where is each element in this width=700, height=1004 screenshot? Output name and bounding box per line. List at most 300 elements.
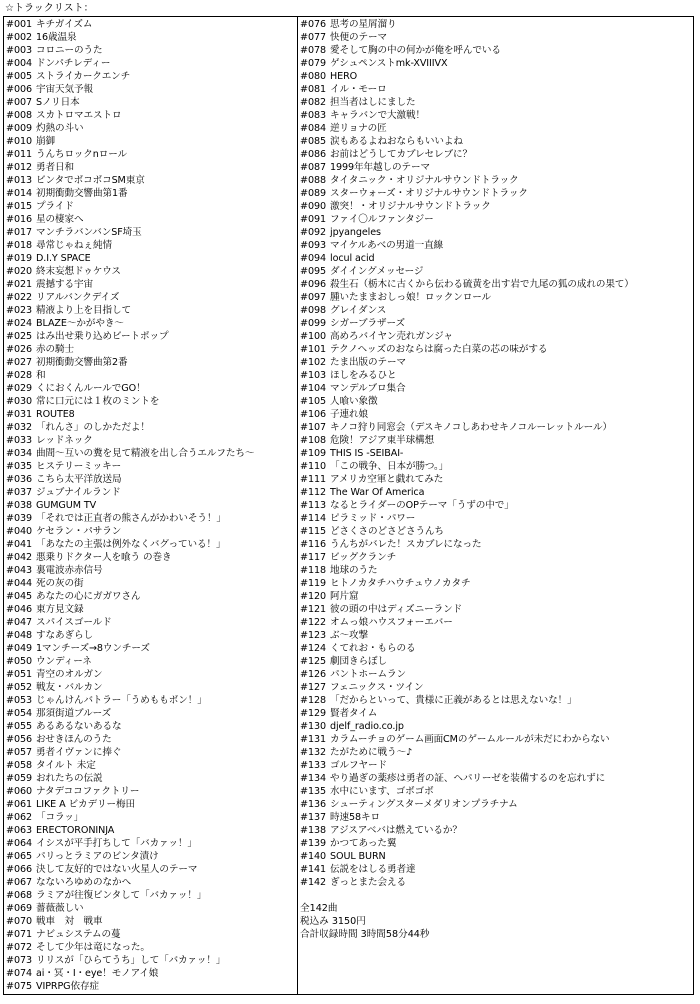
track-number: #066 [6,864,32,875]
track-number: #039 [6,513,32,524]
track-title: キャラバンで大激戦！ [330,110,425,121]
track-number: #017 [6,227,32,238]
track-title: イル・モーロ [330,84,387,95]
track-title: ai・冥・I・eye！モノアイ娘 [36,968,159,979]
track-number: #001 [6,19,32,30]
track-title: 「あなたの主張は例外なくバグっている！」 [36,539,226,550]
track-number: #127 [300,682,326,693]
track-row [4,590,297,603]
track-number: #084 [300,123,326,134]
track-title: 阿片窟 [330,591,359,602]
track-title: 快便のテーマ [330,32,387,43]
track-row [4,733,297,746]
track-number: #114 [300,513,326,524]
track-number: #082 [300,97,326,108]
track-title: 曲間～互いの糞を見て精液を出し合うエルフたち～ [36,448,255,459]
track-row [4,759,297,772]
track-row [4,707,297,720]
track-title: テクノヘッズのおならは腐った白菜の芯の味がする [330,344,548,355]
track-number: #035 [6,461,32,472]
track-row [298,317,693,330]
track-number: #020 [6,266,32,277]
track-row [4,889,297,902]
track-row [4,239,297,252]
track-number: #115 [300,526,326,537]
track-number: #131 [300,734,326,745]
track-row [4,148,297,161]
track-title: ERECTORONINJA [36,825,115,836]
track-title: タイルト 未定 [36,760,96,771]
track-row [4,785,297,798]
track-number: #030 [6,396,32,407]
track-title: 死の灰の街 [36,578,84,589]
track-title: 精液より上を目指して [36,305,131,316]
track-number: #117 [300,552,326,563]
track-row [298,642,693,655]
track-title: こちら太平洋放送局 [36,474,122,485]
track-title: ぎっとまた会える [330,877,406,888]
track-title: ファイ〇ルファンタジー [330,214,434,225]
track-title: 宇宙天気予報 [36,84,93,95]
track-number: #008 [6,110,32,121]
track-number: #037 [6,487,32,498]
track-row [298,200,693,213]
track-title: イシスが平手打ちして「バカァッ！」 [36,838,197,849]
track-row [4,161,297,174]
track-title: ビッグクランチ [330,552,397,563]
track-number: #090 [300,201,326,212]
track-row [298,850,693,863]
track-row [298,382,693,395]
track-title: 悪乗りドクター人を喰う の巻き [36,552,172,563]
track-title: 16歳温泉 [36,32,77,43]
track-title: パントホームラン [330,669,406,680]
track-row [298,681,693,694]
track-number: #010 [6,136,32,147]
track-number: #124 [300,643,326,654]
track-row [298,616,693,629]
track-title: プライド [36,201,74,212]
track-title: THIS IS -SEIBAI- [330,448,404,459]
track-row [298,226,693,239]
track-number: #063 [6,825,32,836]
track-number: #060 [6,786,32,797]
track-row [4,291,297,304]
track-row [4,278,297,291]
track-number: #113 [300,500,326,511]
track-number: #075 [6,981,32,992]
track-row [298,824,693,837]
track-title: キノコ狩り同窓会（デスキノコしあわせキノコルーレットルール） [330,422,612,433]
total-tracks: 全142曲 [300,903,338,914]
track-number: #004 [6,58,32,69]
track-title: リリスが「ひらてうち」して「バカァッ！」 [36,955,226,966]
track-number: #070 [6,916,32,927]
track-row [4,265,297,278]
track-number: #122 [300,617,326,628]
track-number: #052 [6,682,32,693]
track-title: 戦友・バルカン [36,682,103,693]
track-number: #092 [300,227,326,238]
track-row [298,83,693,96]
track-title: 1マンチーズ→8ウンチーズ [36,643,150,654]
track-title: お前はどうしてカブレセレブに？ [330,149,473,160]
track-row [298,447,693,460]
track-row [4,811,297,824]
track-row [4,577,297,590]
track-number: #098 [300,305,326,316]
track-number: #108 [300,435,326,446]
track-row [298,590,693,603]
track-row [4,928,297,941]
track-title: 薔薇薇しい [36,903,84,914]
track-row [298,252,693,265]
track-number: #093 [300,240,326,251]
track-title: 決して友好的ではない火星人のテーマ [36,864,198,875]
track-title: 腫いたままおしっ娘！ロックンロール [330,292,492,303]
track-number: #068 [6,890,32,901]
track-number: #032 [6,422,32,433]
track-title: 青空のオルガン [36,669,103,680]
track-row [298,96,693,109]
track-title: djelf_radio.co.jp [330,721,404,732]
track-title: 時速58キロ [330,812,380,823]
track-title: 担当者はしにました [330,97,416,108]
track-title: ダイイングメッセージ [330,266,424,277]
track-title: 終末妄想ドゥケウス [36,266,121,277]
track-number: #074 [6,968,32,979]
track-number: #056 [6,734,32,745]
track-title: アメリカ空軍と戯れてみた [330,474,444,485]
track-row [4,824,297,837]
track-row [298,603,693,616]
track-row [4,603,297,616]
track-number: #104 [300,383,326,394]
track-title: タイタニック・オリジナルサウンドトラック [330,175,519,186]
track-title: アジスアベバは燃えているか？ [330,825,462,836]
track-row [4,135,297,148]
track-row [4,551,297,564]
track-number: #123 [300,630,326,641]
track-row [298,746,693,759]
track-number: #079 [300,58,326,69]
track-row [298,733,693,746]
price: 税込み 3150円 [300,916,366,927]
track-row [4,746,297,759]
track-number: #076 [300,19,326,30]
track-row [4,538,297,551]
track-row [4,96,297,109]
track-row [4,57,297,70]
track-number: #107 [300,422,326,433]
track-row [4,694,297,707]
track-number: #134 [300,773,326,784]
track-row [298,356,693,369]
track-number: #042 [6,552,32,563]
track-number: #045 [6,591,32,602]
track-row [4,460,297,473]
track-number: #100 [300,331,326,342]
track-title: 激突！・オリジナルサウンドトラック [330,201,491,212]
track-number: #009 [6,123,32,134]
track-title: うんちロックnロール [36,149,128,160]
track-title: ほしをみるひと [330,370,397,381]
track-title: ナタデココファクトリー [36,786,140,797]
track-title: ウンディーネ [36,656,92,667]
track-number: #137 [300,812,326,823]
tracklist-table [3,16,694,995]
track-number: #016 [6,214,32,225]
track-row [298,135,693,148]
track-row [4,83,297,96]
track-number: #125 [300,656,326,667]
track-row [4,954,297,967]
track-row [4,564,297,577]
track-number: #065 [6,851,32,862]
track-title: locul acid [330,253,375,264]
track-title: くてれお・もらのる [330,643,416,654]
page-title: ☆トラックリスト： [5,3,94,14]
track-title: ビンタでボコボコSM東京 [36,175,145,186]
track-row [298,499,693,512]
track-number: #085 [300,136,326,147]
track-row [4,31,297,44]
track-row [298,291,693,304]
track-row [298,525,693,538]
track-row [4,18,297,31]
track-number: #059 [6,773,32,784]
track-row [298,213,693,226]
track-number: #026 [6,344,32,355]
track-number: #138 [300,825,326,836]
track-row [4,434,297,447]
track-number: #139 [300,838,326,849]
track-title: HERO [330,71,358,82]
track-number: #111 [300,474,326,485]
track-title: 1999年年越しのテーマ [330,162,430,173]
track-title: なないろゆめのなかへ [36,877,131,888]
track-row [298,707,693,720]
track-row [298,174,693,187]
track-title: VIPRPG依存症 [36,981,99,992]
track-number: #073 [6,955,32,966]
track-row [298,161,693,174]
total-time: 合計収録時間 3時間58分44秒 [300,929,430,940]
track-title: ぶ～攻撃 [330,630,368,641]
track-row [4,70,297,83]
track-number: #126 [300,669,326,680]
track-number: #132 [300,747,326,758]
track-row [4,421,297,434]
track-title: 初期衝動交響曲第2番 [36,357,128,368]
track-row [4,642,297,655]
track-number: #078 [300,45,326,56]
track-row [298,811,693,824]
track-number: #116 [300,539,326,550]
track-title: 和 [36,370,46,381]
track-title: 灼熱の斗い [36,123,84,134]
track-number: #102 [300,357,326,368]
track-title: 「コラッ」 [36,812,84,823]
track-row [298,837,693,850]
track-row [298,538,693,551]
track-title: はみ出せ乗り込めビートポップ [36,331,169,342]
track-title: 勇者日和 [36,162,74,173]
track-title: ストライカークエンチ [36,71,131,82]
track-title: オムっ娘ハウスフォーエバー [330,617,453,628]
summary-spacer [298,889,693,902]
track-title: GUMGUM TV [36,500,97,511]
track-title: 危険！アジア東半球構想 [330,435,435,446]
track-row [4,980,297,993]
track-number: #046 [6,604,32,615]
track-row [298,720,693,733]
track-number: #024 [6,318,32,329]
track-title: グレイダンス [330,305,387,316]
track-title: 伝説をはしる勇者達 [330,864,416,875]
track-title: 思考の星屑溜り [330,19,397,30]
track-number: #120 [300,591,326,602]
track-title: マンデルブロ集合 [330,383,406,394]
track-row [4,655,297,668]
track-title: ナビュシステムの蔓 [36,929,121,940]
track-title: スカトロマエストロ [36,110,122,121]
track-title: 「れんさ」のしかただよ！ [36,422,150,433]
track-title: The War Of America [330,487,425,498]
track-row [298,369,693,382]
track-number: #109 [300,448,326,459]
track-title: どさくさのどさどさうんち [330,526,444,537]
track-title: ドンパチレディー [36,58,111,69]
track-number: #048 [6,630,32,641]
track-title: 子連れ娘 [330,409,368,420]
track-row [4,122,297,135]
track-row [4,629,297,642]
track-row [298,694,693,707]
track-title: ジュブナイルランド [36,487,121,498]
track-title: くにおくんルールでGO！ [36,383,146,394]
track-title: 初期衝動交響曲第1番 [36,188,128,199]
track-title: ヒステリーミッキー [36,461,122,472]
track-number: #091 [300,214,326,225]
track-title: そして少年は竜になった。 [36,942,150,953]
track-number: #031 [6,409,32,420]
track-title: 那須街道ブルーズ [36,708,112,719]
track-row [4,876,297,889]
track-row [298,109,693,122]
track-row [298,44,693,57]
track-number: #055 [6,721,32,732]
track-title: ラミアが往復ビンタして「バカァッ！」 [36,890,207,901]
track-number: #002 [6,32,32,43]
track-row [4,317,297,330]
track-row [298,486,693,499]
track-row [4,772,297,785]
track-row [298,772,693,785]
track-row [4,525,297,538]
track-row [298,785,693,798]
track-row [298,148,693,161]
track-number: #106 [300,409,326,420]
track-title: うんちがバレた！スカブレになった [330,539,482,550]
track-number: #022 [6,292,32,303]
track-number: #133 [300,760,326,771]
track-number: #101 [300,344,326,355]
track-number: #050 [6,656,32,667]
track-title: パリっとラミアのビンタ漬け [36,851,159,862]
track-number: #028 [6,370,32,381]
track-title: 高めろバイヤン売れガンジャ [330,331,453,342]
track-row [298,473,693,486]
track-title: 人喰い象徴 [330,396,378,407]
track-title: なるとライダーのOPテーマ「うずの中で」 [330,500,514,511]
track-title: 「この戦争、日本が勝つ。」 [330,461,449,472]
track-row [4,356,297,369]
track-number: #062 [6,812,32,823]
track-title: スターウォーズ・オリジナルサウンドトラック [330,188,528,199]
track-title: 地球のうた [330,565,378,576]
track-title: 震撼する宇宙 [36,279,93,290]
track-number: #130 [300,721,326,732]
track-row [298,304,693,317]
track-row [4,252,297,265]
track-title: スパイスゴールド [36,617,112,628]
track-title: シガーブラザーズ [330,318,405,329]
track-row [4,226,297,239]
track-title: シューティングスターメダリオンプラチナム [330,799,518,810]
track-row [4,330,297,343]
track-number: #057 [6,747,32,758]
track-title: 彼の頭の中はディズニーランド [330,604,463,615]
track-row [298,564,693,577]
track-number: #077 [300,32,326,43]
track-row [4,499,297,512]
track-title: 尋常じゃねぇ純情 [36,240,112,251]
track-row [4,395,297,408]
track-title: 逆リョナの匠 [330,123,387,134]
track-number: #094 [300,253,326,264]
track-number: #071 [6,929,32,940]
track-number: #136 [300,799,326,810]
track-title: jpyangeles [330,227,381,238]
track-number: #087 [300,162,326,173]
track-row [4,304,297,317]
track-title: すなあぎらし [36,630,93,641]
track-row [298,655,693,668]
track-row [298,668,693,681]
track-title: D.I.Y SPACE [36,253,91,264]
track-number: #083 [300,110,326,121]
track-row [4,720,297,733]
track-row [298,330,693,343]
track-row [4,44,297,57]
track-number: #007 [6,97,32,108]
track-number: #047 [6,617,32,628]
track-row [4,967,297,980]
track-title: 東方見文録 [36,604,84,615]
track-row [298,265,693,278]
track-number: #013 [6,175,32,186]
track-number: #003 [6,45,32,56]
track-number: #118 [300,565,326,576]
track-title: 常に口元には１枚のミントを [36,396,160,407]
track-row [4,668,297,681]
track-row [4,473,297,486]
track-title: LIKE A ビカデリー梅田 [36,799,135,810]
track-number: #095 [300,266,326,277]
track-row [298,395,693,408]
track-title: あなたの心にガガワさん [36,591,141,602]
